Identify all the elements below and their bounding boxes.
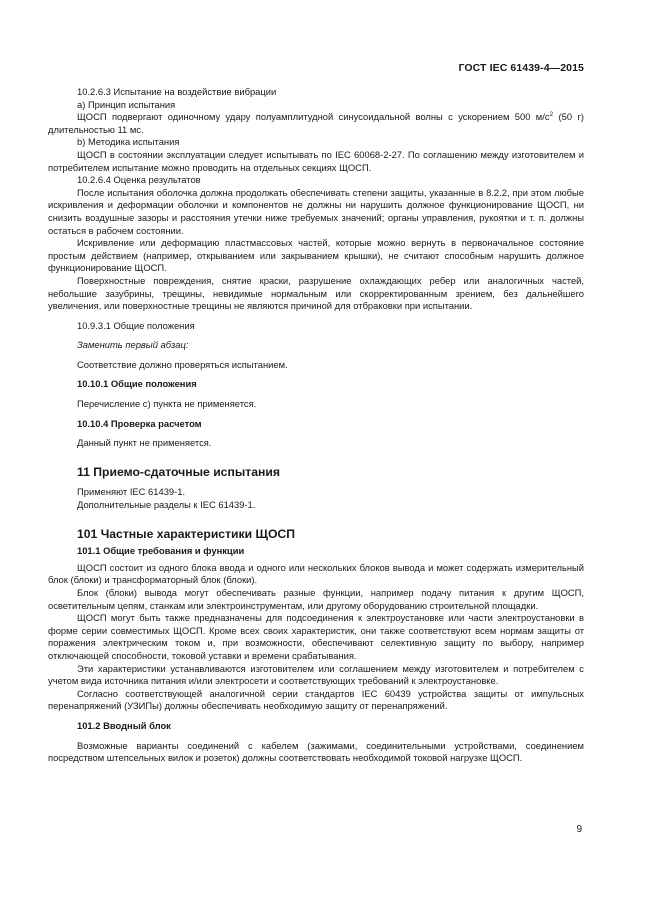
clause-1011-paragraph: Эти характеристики устанавливаются изготовителем или соглашением между изготовителем и потребителем с учетом вида источника питания и/или электросети и соответствующих требований к электроустановке. (48, 662, 584, 687)
clause-10263-a-text: ЩОСП подвергают одиночному удару полуамплитудной синусоидальной волны с ускорением 500 $м/с^2$ (50 г) длительностью 11 мс. (48, 111, 584, 135)
clause-10931-text: Соответствие должно проверяться испытанием. (77, 358, 288, 370)
clause-1012-text: Возможные варианты соединений с кабелем (зажимами, соединительными устройствами, соединением посредством штепсельных вилок и розеток) должны соответствовать необходимой токовой нагрузке ЩОСП. (48, 739, 584, 764)
clause-10263-title: 10.2.6.3 Испытание на воздействие вибрации (77, 86, 277, 97)
clause-10263-b-label: b) Методика испытания (77, 136, 180, 148)
clause-10931-title: 10.9.3.1 Общие положения (77, 319, 195, 331)
section-11-line: Дополнительные разделы к IEC 61439-1. (77, 499, 256, 511)
section-11-heading: 11 Приемо-сдаточные испытания (77, 464, 280, 479)
clause-1011-paragraph: ЩОСП состоит из одного блока ввода и одного или нескольких блоков вывода и может содержать измерительный блок (блоки) и трансформаторный блок (блоки). (48, 561, 584, 586)
section-101-heading: 101 Частные характеристики ЩОСП (77, 526, 295, 541)
clause-10931-instruction: Заменить первый абзац: (77, 339, 189, 351)
clause-1012-title: 101.2 Вводный блок (77, 719, 171, 731)
clause-10263-a-label: а) Принцип испытания (77, 98, 176, 110)
clause-1011-paragraph: ЩОСП могут быть также предназначены для подсоединения к электроустановке или части электроустановки в форме серии совместимых ЩОСП. Кроме всех своих характеристик, они также соответствуют всем нормам защиты от поражения электрическим током и, при возможности, обеспечивают селективную защиту по выбору, например отключающей способности, токовой уставки и времени срабатывания. (48, 612, 584, 661)
clause-1011-paragraph: Блок (блоки) вывода могут обеспечивать разные функции, например подачу питания к другим ЩОСП, осветительным цепям, станкам или электроинструментам, или другому оборудованию строительной площадки. (48, 587, 584, 611)
section-11-line: Применяют IEC 61439-1. (77, 486, 186, 498)
clause-10104-text: Данный пункт не применяется. (77, 437, 212, 449)
clause-10104-title: 10.10.4 Проверка расчетом (77, 417, 202, 429)
clause-10263-b-text: ЩОСП в состоянии эксплуатации следует испытывать по IEC 60068-2-27. По соглашению между изготовителем и потребителем испытание можно проводить на отдельных секциях ЩОСП. (48, 148, 584, 173)
clause-1011-paragraph: Согласно соответствующей аналогичной серии стандартов IEC 60439 устройства защиты от импульсных перенапряжений (УЗИПы) должны обеспечивать необходимую защиту от перенапряжений. (48, 687, 584, 712)
clause-1011-title: 101.1 Общие требования и функции (77, 545, 245, 557)
clause-10264-paragraph: После испытания оболочка должна продолжать обеспечивать степени защиты, указанные в 8.2.2, при этом любые искривления и деформации оболочки и компонентов не должны ни нарушить должное функционирование ЩОСП, ни снизить воздушные зазоры и расстояния утечки ниже требуемых значений; органы управления, рукоятки и т. п. должны остаться в рабочем состоянии. (48, 186, 584, 236)
clause-10264-paragraph: Поверхностные повреждения, снятие краски, разрушение охлаждающих ребер или аналогичных частей, небольшие зазубрины, трещины, невидимые нормальным или скорректированным зрением, без дальнейшего увеличения, или поверхностные трещины не являются причиной для отбраковки при испытании. (48, 274, 584, 312)
clause-10264-paragraph: Искривление или деформацию пластмассовых частей, которые можно вернуть в первоначальное состояние простым действием (например, открыванием или закрыванием крышки), не считают способным нарушить должное функционирование ЩОСП. (48, 237, 584, 274)
clause-10264-title: 10.2.6.4 Оценка результатов (77, 174, 201, 186)
clause-10101-title: 10.10.1 Общие положения (77, 378, 197, 390)
page-content (48, 86, 584, 765)
superscript: 2 (549, 111, 554, 119)
clause-10101-text: Перечисление с) пункта не применяется. (77, 398, 257, 410)
page-number: 9 (576, 824, 582, 835)
document-header: ГОСТ IEC 61439-4—2015 (458, 62, 584, 74)
